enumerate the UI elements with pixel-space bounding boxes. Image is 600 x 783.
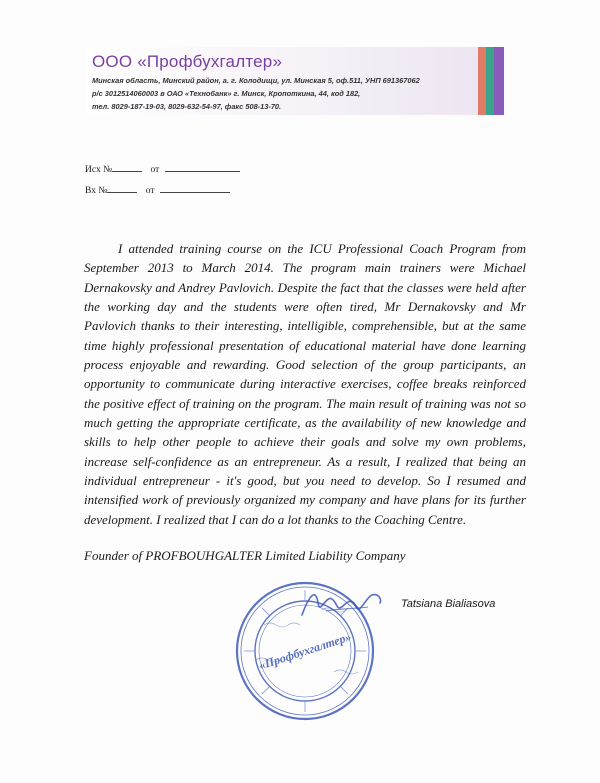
letterhead-stripe-purple (494, 47, 504, 115)
incoming-ref-line (85, 183, 230, 196)
incoming-date-blank (160, 183, 230, 193)
letterhead-address: Минская область, Минский район, а. г. Колодищи, ул. Минская 5, оф.511, УНП 691367062 (92, 76, 420, 85)
incoming-date-label: от (145, 186, 155, 196)
incoming-number-label: Вх № (85, 186, 108, 196)
company-name: ООО «Профбухгалтер» (92, 52, 283, 71)
signer-name: Tatsiana Bialiasova (401, 598, 496, 610)
outgoing-ref-line (85, 162, 240, 175)
outgoing-number-label: Исх № (85, 165, 113, 175)
signoff-title: Founder of PROFBOUHGALTER Limited Liability Company (84, 548, 406, 563)
letterhead-stripe-green (486, 47, 494, 115)
outgoing-number-blank (112, 162, 142, 172)
outgoing-date-blank (165, 162, 240, 172)
incoming-number-blank (107, 183, 137, 193)
letterhead-bank: р/с 3012514060003 в ОАО «Технобанк» г. Минск, Кропоткина, 44, код 182, (92, 89, 361, 98)
letterhead-stripe-coral (478, 47, 486, 115)
letter-body: I attended training course on the ICU Professional Coach Program from September 2013 to March 2014. The program main trainers were Michael Dernakovsky and Andrey Pavlovich. Despite the fact that the classes were held after the working day and the students were often tired, Mr Dernakovsky and Mr Pavlovich thanks to their interesting, intelligible, comprehensible, but at the same time highly professional presentation of educational material have done learning process enjoyable and rewarding. Good selection of the group participants, an opportunity to communicate during interactive exercises, coffee breaks reinforced the positive effect of training on the program. The main result of training was not so much getting the appropriate certificate, as the availability of new knowledge and skills to help other people to achieve their goals and solve my own problems, increase self-confidence as an entrepreneur. As a result, I realized that being an individual entrepreneur - it's good, but you need to develop. So I resumed and intensified work of previously organized my company and have plans for its further development. I realized that I can do a lot thanks to the Coaching Centre. (84, 241, 526, 527)
handwritten-signature (296, 585, 386, 625)
outgoing-date-label: от (150, 165, 160, 175)
letterhead-phones: тел. 8029-187-19-03, 8029-632-54-97, факс 508-13-70. (92, 102, 282, 111)
stamp-center-text: «Профбухгалтер» (257, 629, 353, 673)
